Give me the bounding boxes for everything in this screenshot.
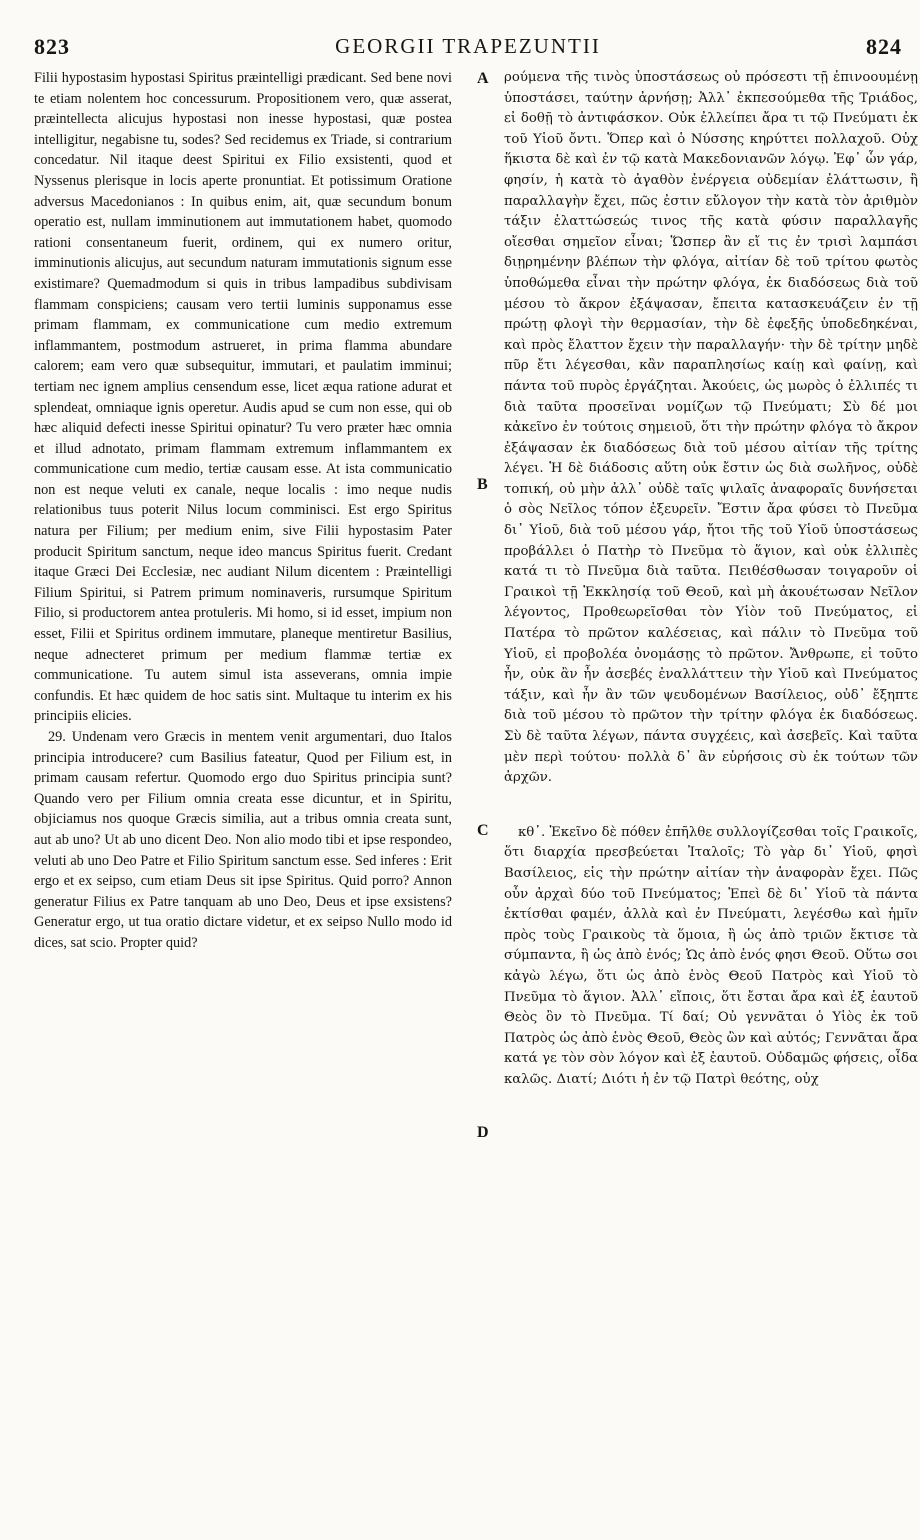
- margin-letter-c: C: [477, 822, 489, 839]
- running-title: GEORGII TRAPEZUNTII: [335, 34, 601, 58]
- running-header: [34, 30, 902, 68]
- two-column-body: [34, 68, 918, 1528]
- margin-letter-d: D: [477, 1124, 489, 1141]
- page-number-right: 824: [866, 34, 902, 59]
- greek-paragraph-1: ρούμενα τῆς τινὸς ὑποστάσεως οὐ πρόσεστι τῇ ἐπινοουμένῃ ὑποστάσει, ταύτην ἀρνήσῃ; Ἀλλ᾽ ἐκπεσούμεθα τῆς Τριάδος, εἰ δοθῇ τὸ ἀντιφάσκον. Οὐκ ἐλλείπει ἄρα τι τῷ Πνεύματι ἐκ τοῦ Υἱοῦ ὄντι. Ὅπερ καὶ ὁ Νύσσης κηρύττει πολλαχοῦ. Οὐχ ἥκιστα δὲ καὶ ἐν τῷ κατὰ Μακεδονιανῶν λόγῳ. Ἐφ᾽ ὧν γάρ, φησίν, ἡ κατὰ τὸ ἀγαθὸν ἐνέργεια οὐδεμίαν ἐλάττωσιν, ἢ παραλλαγὴν ἔχει, πῶς ἐστιν εὔλογον τὴν κατὰ τὸν ἀριθμὸν τάξιν ἐλαττώσεώς τινος τῆς κατὰ φύσιν παραλλαγῆς οἴεσθαι σημεῖον εἶναι; Ὥσπερ ἂν εἴ τις ἐν τρισὶ λαμπάσι διῃρημένην βλέπων τὴν φλόγα, αἰτίαν δὲ τοῦ τρίτου φωτὸς ὑποθώμεθα εἶναι τὴν πρώτην φλόγα, ἐκ διαδόσεως διὰ τοῦ μέσου τὸ ἄκρον ἐξάψασαν, ἔπειτα κατασκευάζειν ἐν τῇ πρώτῃ φλογὶ τὴν θερμασίαν, τὴν δὲ ἐφεξῆς ὑποδεδηκέναι, καὶ πρὸς ἔλαττον ἔχειν τὴν παραλλαγήν· τὴν δὲ τρίτην μηδὲ πῦρ ἔτι λέγεσθαι, κἂν παραπλησίως καίῃ καὶ φαίνῃ, καὶ πάντα τοῦ πυρὸς ἐργάζηται. Ἀκούεις, ὡς μωρὸς ὁ ἐλλιπές τι διὰ ταῦτα προσεῖναι νομίζων τῷ Πνεύματι; Σὺ δέ μοι κἀκεῖνο ἐν τούτοις σημειοῦ, ὅτι τὴν πρώτην φλόγα τὸ ἄκρον ἐξάψασαν ἐκ διαδόσεως διὰ τοῦ μέσου αἰτίαν τῆς τρίτης λέγει. Ἡ δὲ διάδοσις αὕτη οὐκ ἔστιν ὡς διὰ σωλῆνος, οὐδὲ τοπική, οὐ μὴν ἀλλ᾽ οὐδὲ ταῖς ψιλαῖς ἀναφοραῖς δυνήσεται ὁ σὸς Νεῖλος τόπον ἐξευρεῖν. Ἔστιν ἄρα φύσει τὸ Πνεῦμα δι᾽ Υἱοῦ, διὰ τοῦ μέσου γάρ, ἤτοι τῆς τοῦ Υἱοῦ ὑποστάσεως προβάλλει ὁ Πατὴρ τὸ Πνεῦμα τὸ ἅγιον, καὶ οὐκ ἐλλιπὲς κατά τι τὸ Πνεῦμα διὰ ταῦτα. Πειθέσθωσαν τοιγαροῦν οἱ Γραικοὶ τῇ Ἐκκλησίᾳ τοῦ Θεοῦ, καὶ μὴ ἀκουέτωσαν Νεῖλον λέγοντος, Προθεωρεῖσθαι τὸν Υἱὸν τοῦ Πνεύματος, εἰ Πατέρα τὸ πρῶτον καλέσειας, καὶ πάλιν τὸ Πνεῦμα τοῦ Υἱοῦ, εἰ προβολέα ὀνομάσῃς τὸ πρῶτον. Ἄνθρωπε, εἰ τοῦτο ἦν, οὐκ ἂν ἦν ἀσεβές ἐναλλάττειν τὴν Υἱοῦ καὶ Πνεύματος τάξιν, καὶ ἦν ἂν τῶν ψευδομένων Βασίλειος, οὐδ᾽ ἔξηπτε διὰ τοῦ μέσου τὸ πρῶτον τὴν τρίτην φλόγα ἐκ διαδόσεως. Σὺ δὲ ταῦτα λέγων, πάντα συγχέεις, καὶ ἀσεβεῖς. Καὶ ταῦτα μὲν περὶ τούτου· πολλὰ δ᾽ ἂν εὑρήσοις σὺ ἐκ τούτων τῶν ἀρχῶν.: [504, 70, 918, 786]
- page-number-left: 823: [34, 34, 70, 59]
- margin-letter-b: B: [477, 476, 488, 493]
- latin-column: [34, 68, 452, 954]
- latin-paragraph-1: Filii hypostasim hypostasi Spiritus præintelligi prædicant. Sed bene novi te etiam nolentem hoc concessurum. Propositionem vero, quæ asserat, præintellecta alicujus hypostasi non inesse hypostasi, quæ postea intelligitur, negabisne tu, sodes? Sed recidemus ex Triade, si contrarium concedatur. Nil itaque deest Spiritui ex Filio exsistenti, quod et Nyssenus plerisque in locis aperte pronuntiat. Et potissimum Oratione adversus Macedonianos : In quibus enim, ait, quæ secundum bonum operatio est, nullam imminutionem aut immutationem habet, quomodo rationi consentaneum fuerit, ordinem, qui ex numero oritur, imminutionis alicujus, aut secundum naturam immutationis signum esse existimare? Quemadmodum si quis in tribus lampadibus subdivisam flammam conspiciens; causam vero tertii luminis supponamus esse primam flammam, ex communicatione cum medio extremum inflammantem, postmodum astrueret, in prima flamma abundare calorem; eam vero quæ subsequitur, immutari, et paulatim imminui; tertiam nec ignem amplius censendum esse, licet æqua ratione adurat et splendeat, omniaque ignis operetur. Audis apud se cum non esse, qui ob hæc aliquid defecti inesse Spiritui opinatur? Tu vero præter hæc omnia et illud adnotato, primam flammam extremum inflammantem ex communicatione cum medio, tertiæ causam esse. At ista communicatio non est neque veluti ex canale, neque localis : imo neque nudis relationibus tuus poterit Nilus locum comminisci. Est ergo Spiritus natura per Filium; per medium enim, sive Filii hypostasim Pater producit Spiritum sanctum, neque ideo mancus Spiritus fuerit. Credant itaque Græci Dei Ecclesiæ, nec audiant Nilum dicentem : Præintelligi Filium Spiritui, si Patrem primum nominaveris, rursumque Spiritum Filio, si productorem antea protuleris. Mi homo, si id esset, impium non esset, Filii et Spiritus ordinem immutare, planeque mentiretur Basilius, neque adnecteret primum per medium flammæ tertiæ ex communicatione. Tu autem simul ista asseverans, omnia impie confundis. Et hæc quidem de hoc satis sint. Multaque tu interim ex his principiis elicies.: [34, 70, 452, 725]
- greek-column: [504, 68, 918, 1091]
- latin-paragraph-29: 29. Undenam vero Græcis in mentem venit argumentari, duo Italos principia introducere? cum Basilius fateatur, Quod per Filium est, in primam causam refertur. Quomodo ergo duo Spiritus principia sunt? Quando vero per Filium omnia creata esse dicuntur, et in Spiritu, objiciamus nos quoque Græcis similia, aut a tribus omnia creata sunt, aut ab uno? Ut ab uno dicent Deo. Non alio modo tibi et ipse respondeo, veluti ab uno Deo Patre et Filio Spiritum sanctum esse. Sed inferes : Erit ergo et ex seipso, cum etiam Deus sit ipse Spiritus. Quid porro? Annon generatur Filius ex Patre tanquam ab uno Deo, Deus et ipse exsistens? Generatur ergo, ut tua oratio dictare videtur, et ex seipso Nullo modo id dices, sat scio. Propter quid?: [34, 729, 452, 951]
- margin-letter-a: A: [477, 70, 489, 87]
- greek-paragraph-29: κθ᾽. Ἐκεῖνο δὲ πόθεν ἐπῆλθε συλλογίζεσθαι τοῖς Γραικοῖς, ὅτι διαρχία πρεσβεύεται Ἰταλοῖς; Τὸ γὰρ δι᾽ Υἱοῦ, φησὶ Βασίλειος, εἰς τὴν πρώτην αἰτίαν τὴν ἀναφορὰν ἔχει. Πῶς οὖν ἀρχαὶ δύο τοῦ Πνεύματος; Ἐπεὶ δὲ δι᾽ Υἱοῦ τὰ πάντα ἐκτίσθαι φαμέν, ἀλλὰ καὶ ἐν Πνεύματι, λεγέσθω καὶ ἡμῖν πρὸς τοὺς Γραικοὺς τὰ ὅμοια, ἢ ὡς ἀπὸ τριῶν ἔκτισε τὰ σύμπαντα, ἢ ὡς ἀπὸ ἑνός; Ὡς ἀπὸ ἑνός φησι Θεοῦ. Οὕτω σοι κἀγὼ λέγω, ὅτι ὡς ἀπὸ ἑνὸς Θεοῦ Πατρὸς καὶ Υἱοῦ τὸ Πνεῦμα τὸ ἅγιον. Ἀλλ᾽ εἴποις, ὅτι ἔσται ἄρα καὶ ἐξ ἑαυτοῦ Θεὸς ὂν τὸ Πνεῦμα. Τί δαί; Οὐ γεννᾶται ὁ Υἱὸς ἐκ τοῦ Πατρὸς ὡς ἀπὸ ἑνὸς Θεοῦ, Θεὸς ὢν καὶ αὐτός; Γεννᾶται ἄρα κατά γε τὸν σὸν λόγον καὶ ἐξ ἑαυτοῦ. Οὐδαμῶς φήσεις, οἶδα καλῶς. Διατί; Διότι ἡ ἐν τῷ Πατρὶ θεότης, οὐχ: [504, 824, 918, 1087]
